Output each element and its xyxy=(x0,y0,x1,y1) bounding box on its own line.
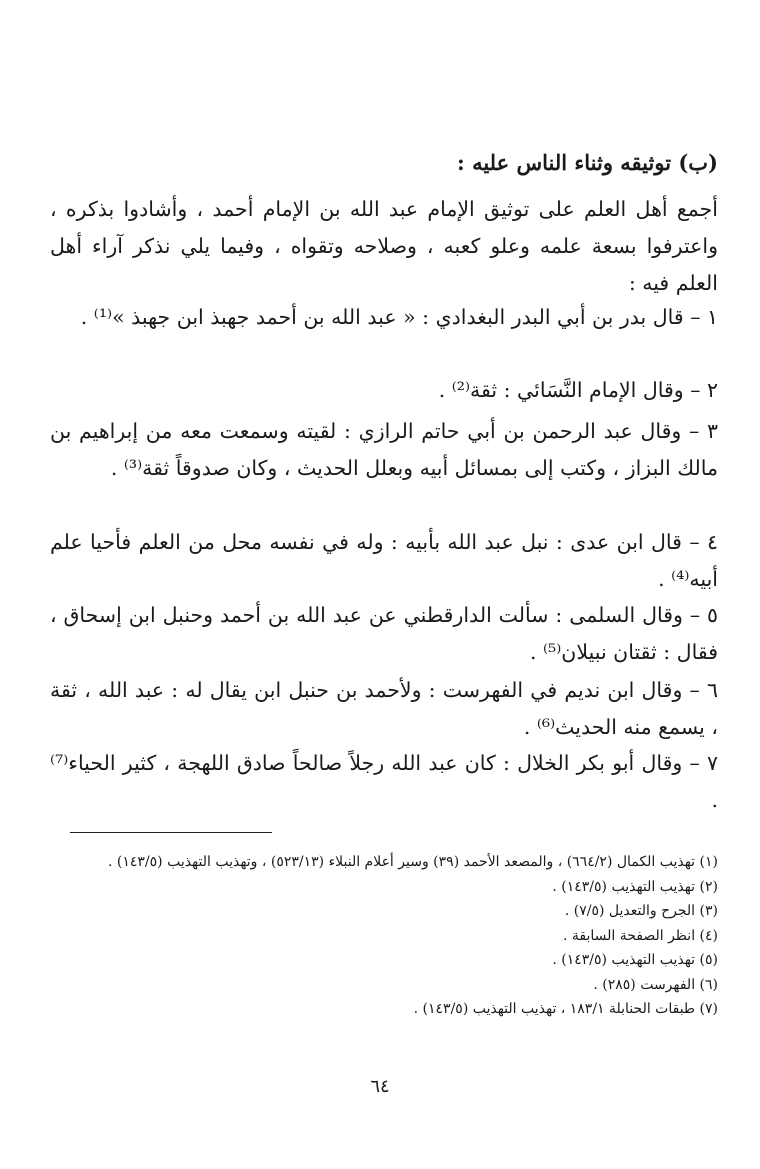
footnote-3: (٣) الجرح والتعديل (٧/٥) . xyxy=(564,903,718,919)
page-number-text: ٦٤ xyxy=(370,1076,390,1097)
quote-item-1: ١ – قال بدر بن أبي البدر البغدادي : « عبد الله بن أحمد جهبذ ابن جهبذ »⁽¹⁾ . xyxy=(80,305,718,329)
footnotes xyxy=(50,850,718,1022)
section-heading: (ب) توثيقه وثناء الناس عليه : xyxy=(457,150,718,175)
quote-item-2: ٢ – وقال الإمام النَّسَائي : ثقة⁽²⁾ . xyxy=(438,378,718,402)
footnote-2: (٢) تهذيب التهذيب (١٤٣/٥) . xyxy=(552,878,718,895)
intro-paragraph: أجمع أهل العلم على توثيق الإمام عبد الله بن الإمام أحمد ، وأشادوا بذكره ، واعترفوا بسعة علمه وعلو كعبه ، وصلاحه وتقواه ، وفيما يلي نذكر آراء أهل العلم فيه : xyxy=(50,197,718,295)
quote-item-7: ٧ – وقال أبو بكر الخلال : كان عبد الله رجلاً صالحاً صادق اللهجة ، كثير الحياء⁽⁷⁾ . xyxy=(50,751,718,812)
quote-item-6: ٦ – وقال ابن نديم في الفهرست : ولأحمد بن حنبل ابن يقال له : عبد الله ، ثقة ، يسمع منه الحديث⁽⁶⁾ . xyxy=(50,678,718,739)
footnote-6: (٦) الفهرست (٢٨٥) . xyxy=(593,976,718,993)
footnote-separator xyxy=(70,832,272,833)
quote-item-5: ٥ – وقال السلمى : سألت الدارقطني عن عبد الله بن أحمد وحنبل ابن إسحاق ، فقال : ثقتان نبيلان⁽⁵⁾ . xyxy=(50,603,718,664)
quote-item-3: ٣ – وقال عبد الرحمن بن أبي حاتم الرازي : لقيته وسمعت معه من إبراهيم بن مالك البزاز ، وكتب إلى بمسائل أبيه وبعلل الحديث ، وكان صدوقاً ثقة⁽³⁾ . xyxy=(50,419,718,480)
footnote-7: (٧) طبقات الحنابلة ١٨٣/١ ، تهذيب التهذيب (١٤٣/٥) . xyxy=(413,1001,718,1017)
quote-item-4: ٤ – قال ابن عدى : نبل عبد الله بأبيه : وله في نفسه محل من العلم فأحيا علم أبيه⁽⁴⁾ . xyxy=(50,530,718,591)
footnote-5: (٥) تهذيب التهذيب (١٤٣/٥) . xyxy=(552,952,718,968)
page-number xyxy=(0,1076,760,1097)
footnote-1: (١) تهذيب الكمال (٦٦٤/٢) ، والمصعد الأحمد (٣٩) وسير أعلام النبلاء (٥٢٣/١٣) ، وتهذيب التهذيب (١٤٣/٥) . xyxy=(107,854,718,870)
footnote-4: (٤) انظر الصفحة السابقة . xyxy=(562,927,718,944)
